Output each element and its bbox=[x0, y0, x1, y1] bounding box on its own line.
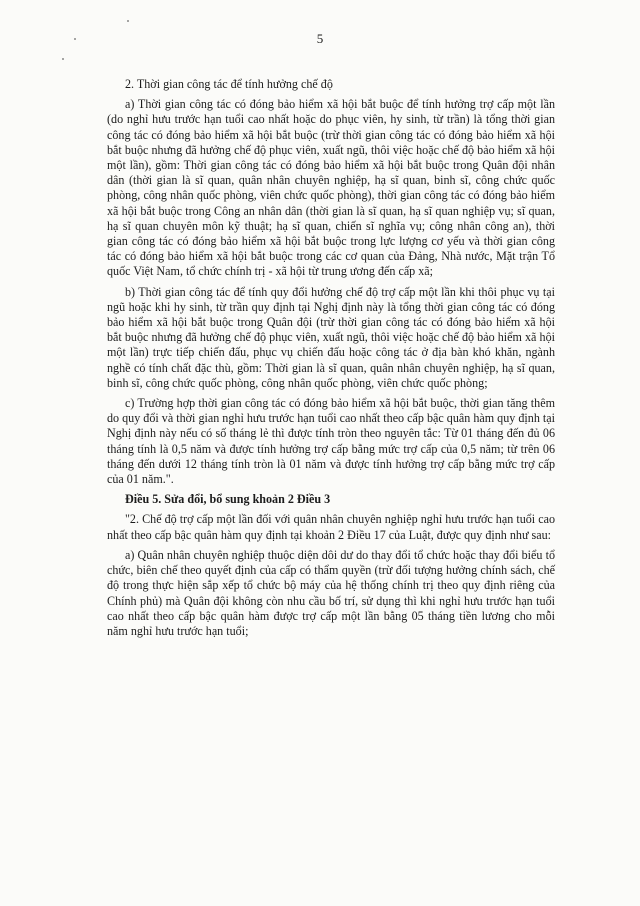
paragraph-a: a) Thời gian công tác có đóng bảo hiểm xã hội bắt buộc để tính hưởng trợ cấp một lần (do nghỉ hưu trước hạn tuổi cao nhất hoặc do phục viên, hy sinh, từ trần) là tổng thời gian công tác có đóng bảo hiểm xã hội bắt buộc (trừ thời gian công tác có đóng bảo hiểm xã hội bắt buộc nhưng đã hưởng chế độ phục viên, xuất ngũ, thôi việc hoặc chế độ bảo hiểm xã hội một lần), gồm: Thời gian công tác có đóng bảo hiểm xã hội bắt buộc trong Quân đội nhân dân (thời gian là sĩ quan, quân nhân chuyên nghiệp, hạ sĩ quan, binh sĩ, công chức quốc phòng, công nhân quốc phòng, viên chức quốc phòng), thời gian công tác có đóng bảo hiểm xã hội bắt buộc trong Công an nhân dân (thời gian là sĩ quan, hạ sĩ quan nghiệp vụ; sĩ quan, hạ sĩ quan chuyên môn kỹ thuật; hạ sĩ quan, chiến sĩ nghĩa vụ; công nhân công an), thời gian công tác có đóng bảo hiểm xã hội bắt buộc trong lực lượng cơ yếu và thời gian công tác có đóng bảo hiểm xã hội bắt buộc trong các cơ quan của Đảng, Nhà nước, Mặt trận Tổ quốc Việt Nam, tổ chức chính trị - xã hội từ trung ương đến cấp xã; bbox=[107, 97, 555, 279]
page-number: 5 bbox=[316, 31, 324, 46]
scan-speck bbox=[62, 58, 64, 60]
clause-2-intro: "2. Chế độ trợ cấp một lần đối với quân nhân chuyên nghiệp nghỉ hưu trước hạn tuổi cao nhất theo cấp bậc quân hàm quy định tại khoản 2 Điều 17 của Luật, được quy định như sau: bbox=[107, 512, 555, 542]
scan-speck bbox=[127, 20, 129, 22]
paragraph-c: c) Trường hợp thời gian công tác có đóng bảo hiểm xã hội bắt buộc, thời gian tăng thêm do quy đổi và thời gian nghỉ hưu trước hạn tuổi cao nhất theo cấp bậc quân hàm quy định tại Nghị định này nếu có số tháng lẻ thì được tính tròn theo nguyên tắc: Từ 01 tháng đến đủ 06 tháng tính là 0,5 năm và được tính hưởng trợ cấp bằng mức trợ cấp của 0,5 năm; từ trên 06 tháng đến dưới 12 tháng tính tròn là 01 năm và được tính hưởng trợ cấp bằng mức trợ cấp của 01 năm.". bbox=[107, 396, 555, 487]
clause-2-point-a: a) Quân nhân chuyên nghiệp thuộc diện dôi dư do thay đổi tổ chức hoặc thay đổi biểu tổ chức, biên chế theo quyết định của cấp có thẩm quyền (trừ đối tượng hưởng chính sách, chế độ trong thực hiện sắp xếp tổ chức bộ máy của hệ thống chính trị theo quy định riêng của Chính phủ) mà Quân đội không còn nhu cầu bố trí, sử dụng thì khi nghỉ hưu trước hạn tuổi cao nhất theo cấp bậc quân hàm được trợ cấp một lần bằng 05 tháng tiền lương cho mỗi năm nghỉ hưu trước hạn tuổi; bbox=[107, 547, 555, 638]
paragraph-b: b) Thời gian công tác để tính quy đổi hưởng chế độ trợ cấp một lần khi thôi phục vụ tại ngũ hoặc khi hy sinh, từ trần quy định tại Nghị định này là tổng thời gian công tác có đóng bảo hiểm xã hội bắt buộc trong Quân đội (trừ thời gian công tác có đóng bảo hiểm xã hội bắt buộc nhưng đã hưởng chế độ phục viên, xuất ngũ, thôi việc hoặc chế độ bảo hiểm xã hội một lần) trực tiếp chiến đấu, phục vụ chiến đấu hoặc công tác ở địa bàn khó khăn, ngành nghề có tính chất đặc thù, gồm: Thời gian là sĩ quan, quân nhân chuyên nghiệp, hạ sĩ quan, binh sĩ, công chức quốc phòng, công nhân quốc phòng, viên chức quốc phòng; bbox=[107, 284, 555, 390]
document-body bbox=[107, 67, 555, 644]
article-heading: Điều 5. Sửa đổi, bổ sung khoản 2 Điều 3 bbox=[125, 492, 331, 507]
section-heading: 2. Thời gian công tác để tính hưởng chế độ bbox=[125, 77, 333, 91]
